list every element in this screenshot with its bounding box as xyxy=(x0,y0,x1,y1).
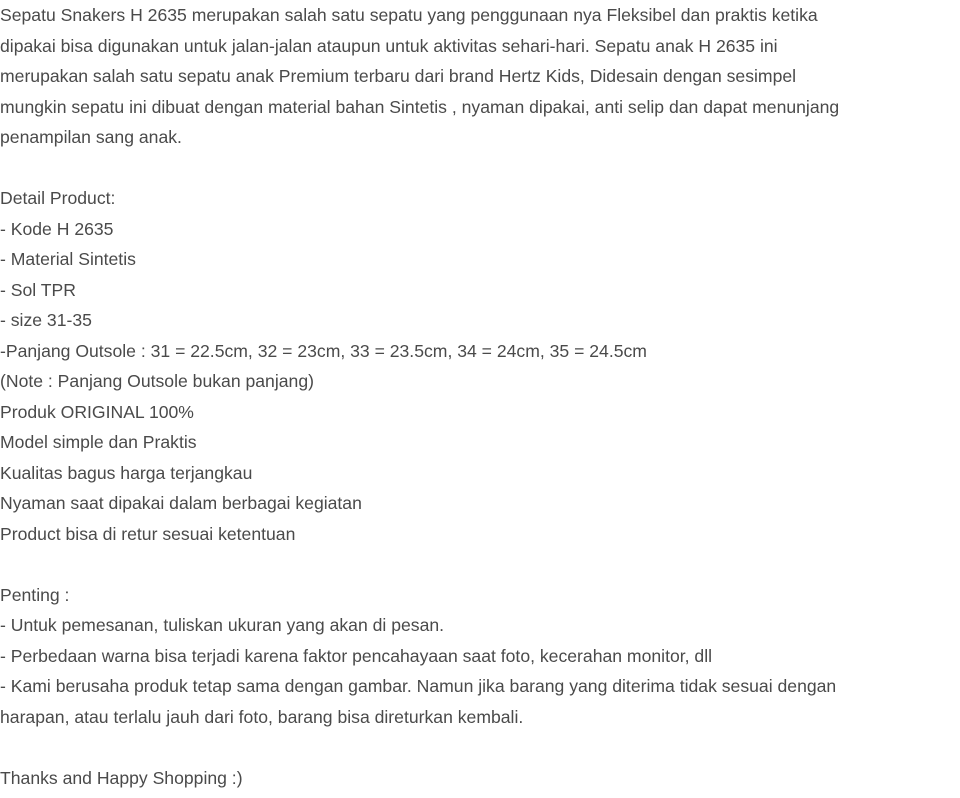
intro-line: Sepatu Snakers H 2635 merupakan salah satu sepatu yang penggunaan nya Fleksibel dan praktis ketika xyxy=(0,5,818,25)
detail-item: (Note : Panjang Outsole bukan panjang) xyxy=(0,371,314,391)
detail-item: Nyaman saat dipakai dalam berbagai kegiatan xyxy=(0,493,362,513)
detail-heading: Detail Product: xyxy=(0,188,116,208)
detail-item: -Panjang Outsole : 31 = 22.5cm, 32 = 23cm, 33 = 23.5cm, 34 = 24cm, 35 = 24.5cm xyxy=(0,340,647,361)
detail-item: - size 31-35 xyxy=(0,310,92,330)
detail-item: - Material Sintetis xyxy=(0,249,136,269)
paragraph-spacer xyxy=(0,153,960,184)
important-item: harapan, atau terlalu jauh dari foto, barang bisa direturkan kembali. xyxy=(0,706,524,727)
detail-item: Produk ORIGINAL 100% xyxy=(0,401,194,422)
important-item: - Perbedaan warna bisa terjadi karena faktor pencahayaan saat foto, kecerahan monitor, dll xyxy=(0,645,713,666)
detail-section xyxy=(0,183,960,549)
intro-line: mungkin sepatu ini dibuat dengan material bahan Sintetis , nyaman dipakai, anti selip dan dapat menunjang xyxy=(0,96,840,117)
paragraph-spacer xyxy=(0,732,960,763)
intro-paragraph xyxy=(0,0,960,153)
detail-item: Model simple dan Praktis xyxy=(0,432,197,452)
intro-line: penampilan sang anak. xyxy=(0,127,182,147)
detail-item: - Kode H 2635 xyxy=(0,218,114,239)
intro-line: merupakan salah satu sepatu anak Premium terbaru dari brand Hertz Kids, Didesain dengan sesimpel xyxy=(0,66,797,86)
detail-item: Product bisa di retur sesuai ketentuan xyxy=(0,523,296,544)
paragraph-spacer xyxy=(0,549,960,580)
important-item: - Untuk pemesanan, tuliskan ukuran yang akan di pesan. xyxy=(0,615,445,635)
important-heading: Penting : xyxy=(0,584,70,605)
intro-line: dipakai bisa digunakan untuk jalan-jalan ataupun untuk aktivitas sehari-hari. Sepatu anak H 2635 ini xyxy=(0,35,778,56)
closing-text: Thanks and Happy Shopping :) xyxy=(0,767,243,788)
detail-item: Kualitas bagus harga terjangkau xyxy=(0,462,253,483)
detail-item: - Sol TPR xyxy=(0,279,76,300)
important-item: - Kami berusaha produk tetap sama dengan gambar. Namun jika barang yang diterima tidak sesuai dengan xyxy=(0,676,837,696)
important-section xyxy=(0,580,960,733)
